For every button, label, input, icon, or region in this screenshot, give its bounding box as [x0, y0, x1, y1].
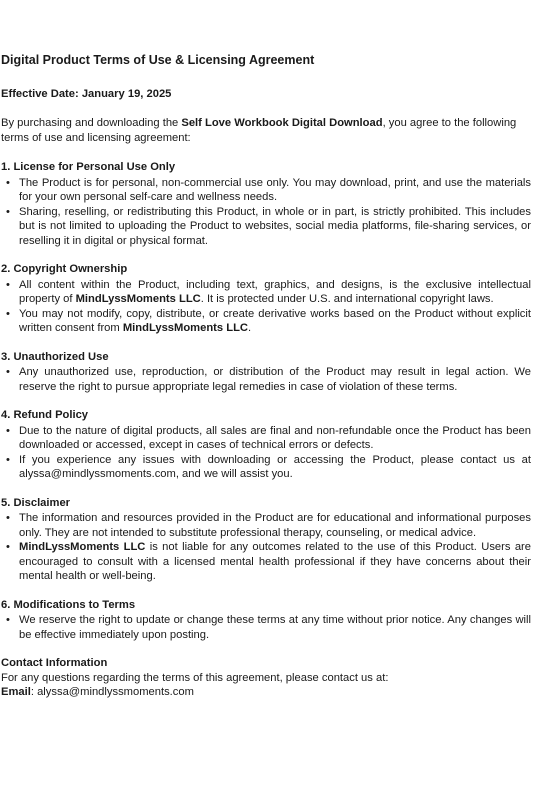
list-item — [0, 613, 533, 642]
body-text: Due to the nature of digital products, all sales are final and non-refundable once the Product has been downloaded or accessed, except in cases of technical errors or defects. — [19, 424, 531, 451]
bullet-icon: • — [6, 176, 10, 189]
sections-container — [0, 160, 533, 642]
document-title: Digital Product Terms of Use & Licensing Agreement — [1, 53, 315, 67]
list-item — [0, 540, 533, 584]
bold-text: MindLyssMoments LLC — [122, 322, 248, 334]
list-item — [0, 176, 533, 205]
section-4 — [0, 408, 533, 482]
bold-text: MindLyssMoments LLC — [75, 293, 201, 305]
contact-email: alyssa@mindlyssmoments.com — [37, 686, 194, 698]
bullet-icon: • — [6, 424, 10, 437]
bullet-list — [0, 613, 533, 642]
list-item — [0, 453, 533, 482]
section-heading: 1. License for Personal Use Only — [1, 161, 176, 173]
section-3 — [0, 350, 533, 395]
bullet-list — [0, 365, 533, 394]
bullet-icon: • — [6, 512, 10, 524]
document-page — [0, 52, 533, 700]
bullet-icon: • — [6, 614, 10, 626]
body-text: . It is protected under U.S. and international copyright laws. — [200, 293, 494, 305]
bullet-list — [0, 424, 533, 482]
bullet-icon: • — [6, 453, 10, 466]
body-text: Sharing, reselling, or redistributing this Product, in whole or in part, is strictly prohibited. This includes but is not limited to uploading the Product to websites, social media platforms, file-sharing services, or reselling it in digital or physical format. — [19, 205, 531, 247]
body-text: The Product is for personal, non-commercial use only. You may download, print, and use the materials for your own personal self-care and wellness needs. — [19, 176, 531, 203]
intro-product-name: Self Love Workbook Digital Download — [181, 117, 383, 129]
body-text: If you experience any issues with downloading or accessing the Product, please contact us at alyssa@mindlyssmoments.com, and we will assist you. — [19, 453, 531, 480]
bold-text: MindLyssMoments LLC — [19, 541, 146, 553]
intro-paragraph — [1, 116, 533, 145]
section-2 — [0, 262, 533, 336]
list-item — [0, 205, 533, 249]
section-heading: 2. Copyright Ownership — [1, 263, 128, 275]
intro-before: By purchasing and downloading the — [1, 117, 182, 129]
list-item — [0, 278, 533, 307]
contact-email-line — [1, 685, 533, 700]
bullet-list — [0, 511, 533, 584]
list-item — [0, 511, 533, 540]
bullet-icon: • — [6, 541, 10, 553]
email-separator: : — [30, 686, 38, 698]
section-heading: 4. Refund Policy — [1, 409, 89, 421]
intro-after: , you agree to the following terms of use and licensing agreement: — [1, 117, 517, 144]
list-item — [0, 365, 533, 394]
effective-date: Effective Date: January 19, 2025 — [1, 88, 172, 100]
bullet-icon: • — [6, 278, 10, 291]
list-item — [0, 424, 533, 453]
section-1 — [0, 160, 533, 248]
section-heading: 5. Disclaimer — [1, 496, 71, 509]
body-text: We reserve the right to update or change these terms at any time without prior notice. Any changes will be effective immediately upon posting. — [19, 614, 531, 641]
bullet-icon: • — [6, 307, 10, 320]
email-label: Email — [1, 686, 31, 698]
bullet-list — [0, 278, 533, 336]
section-6 — [0, 598, 533, 643]
bullet-list — [0, 176, 533, 249]
section-5 — [0, 496, 533, 584]
body-text: . — [247, 322, 252, 334]
body-text: The information and resources provided in the Product are for educational and informational purposes only. They are not intended to substitute professional therapy, counseling, or medical advice. — [19, 512, 531, 539]
body-text: is not liable for any outcomes related to the use of this Product. Users are encouraged to consult with a licensed mental health professional if they have concerns about their mental health or well-being. — [19, 541, 531, 582]
body-text: Any unauthorized use, reproduction, or distribution of the Product may result in legal action. We reserve the right to pursue appropriate legal remedies in case of violation of these terms. — [19, 366, 531, 393]
bullet-icon: • — [6, 205, 10, 218]
list-item — [0, 307, 533, 336]
section-heading: 3. Unauthorized Use — [1, 350, 109, 363]
section-heading: 6. Modifications to Terms — [1, 598, 136, 611]
body-text: You may not modify, copy, distribute, or create derivative works based on the Product without explicit written consent from — [19, 307, 531, 334]
body-text: All content within the Product, including text, graphics, and designs, is the exclusive intellectual property of — [19, 278, 531, 305]
contact-section — [0, 656, 533, 700]
bullet-icon: • — [6, 366, 10, 378]
contact-heading: Contact Information — [1, 657, 108, 669]
contact-text: For any questions regarding the terms of this agreement, please contact us at: — [1, 671, 389, 684]
